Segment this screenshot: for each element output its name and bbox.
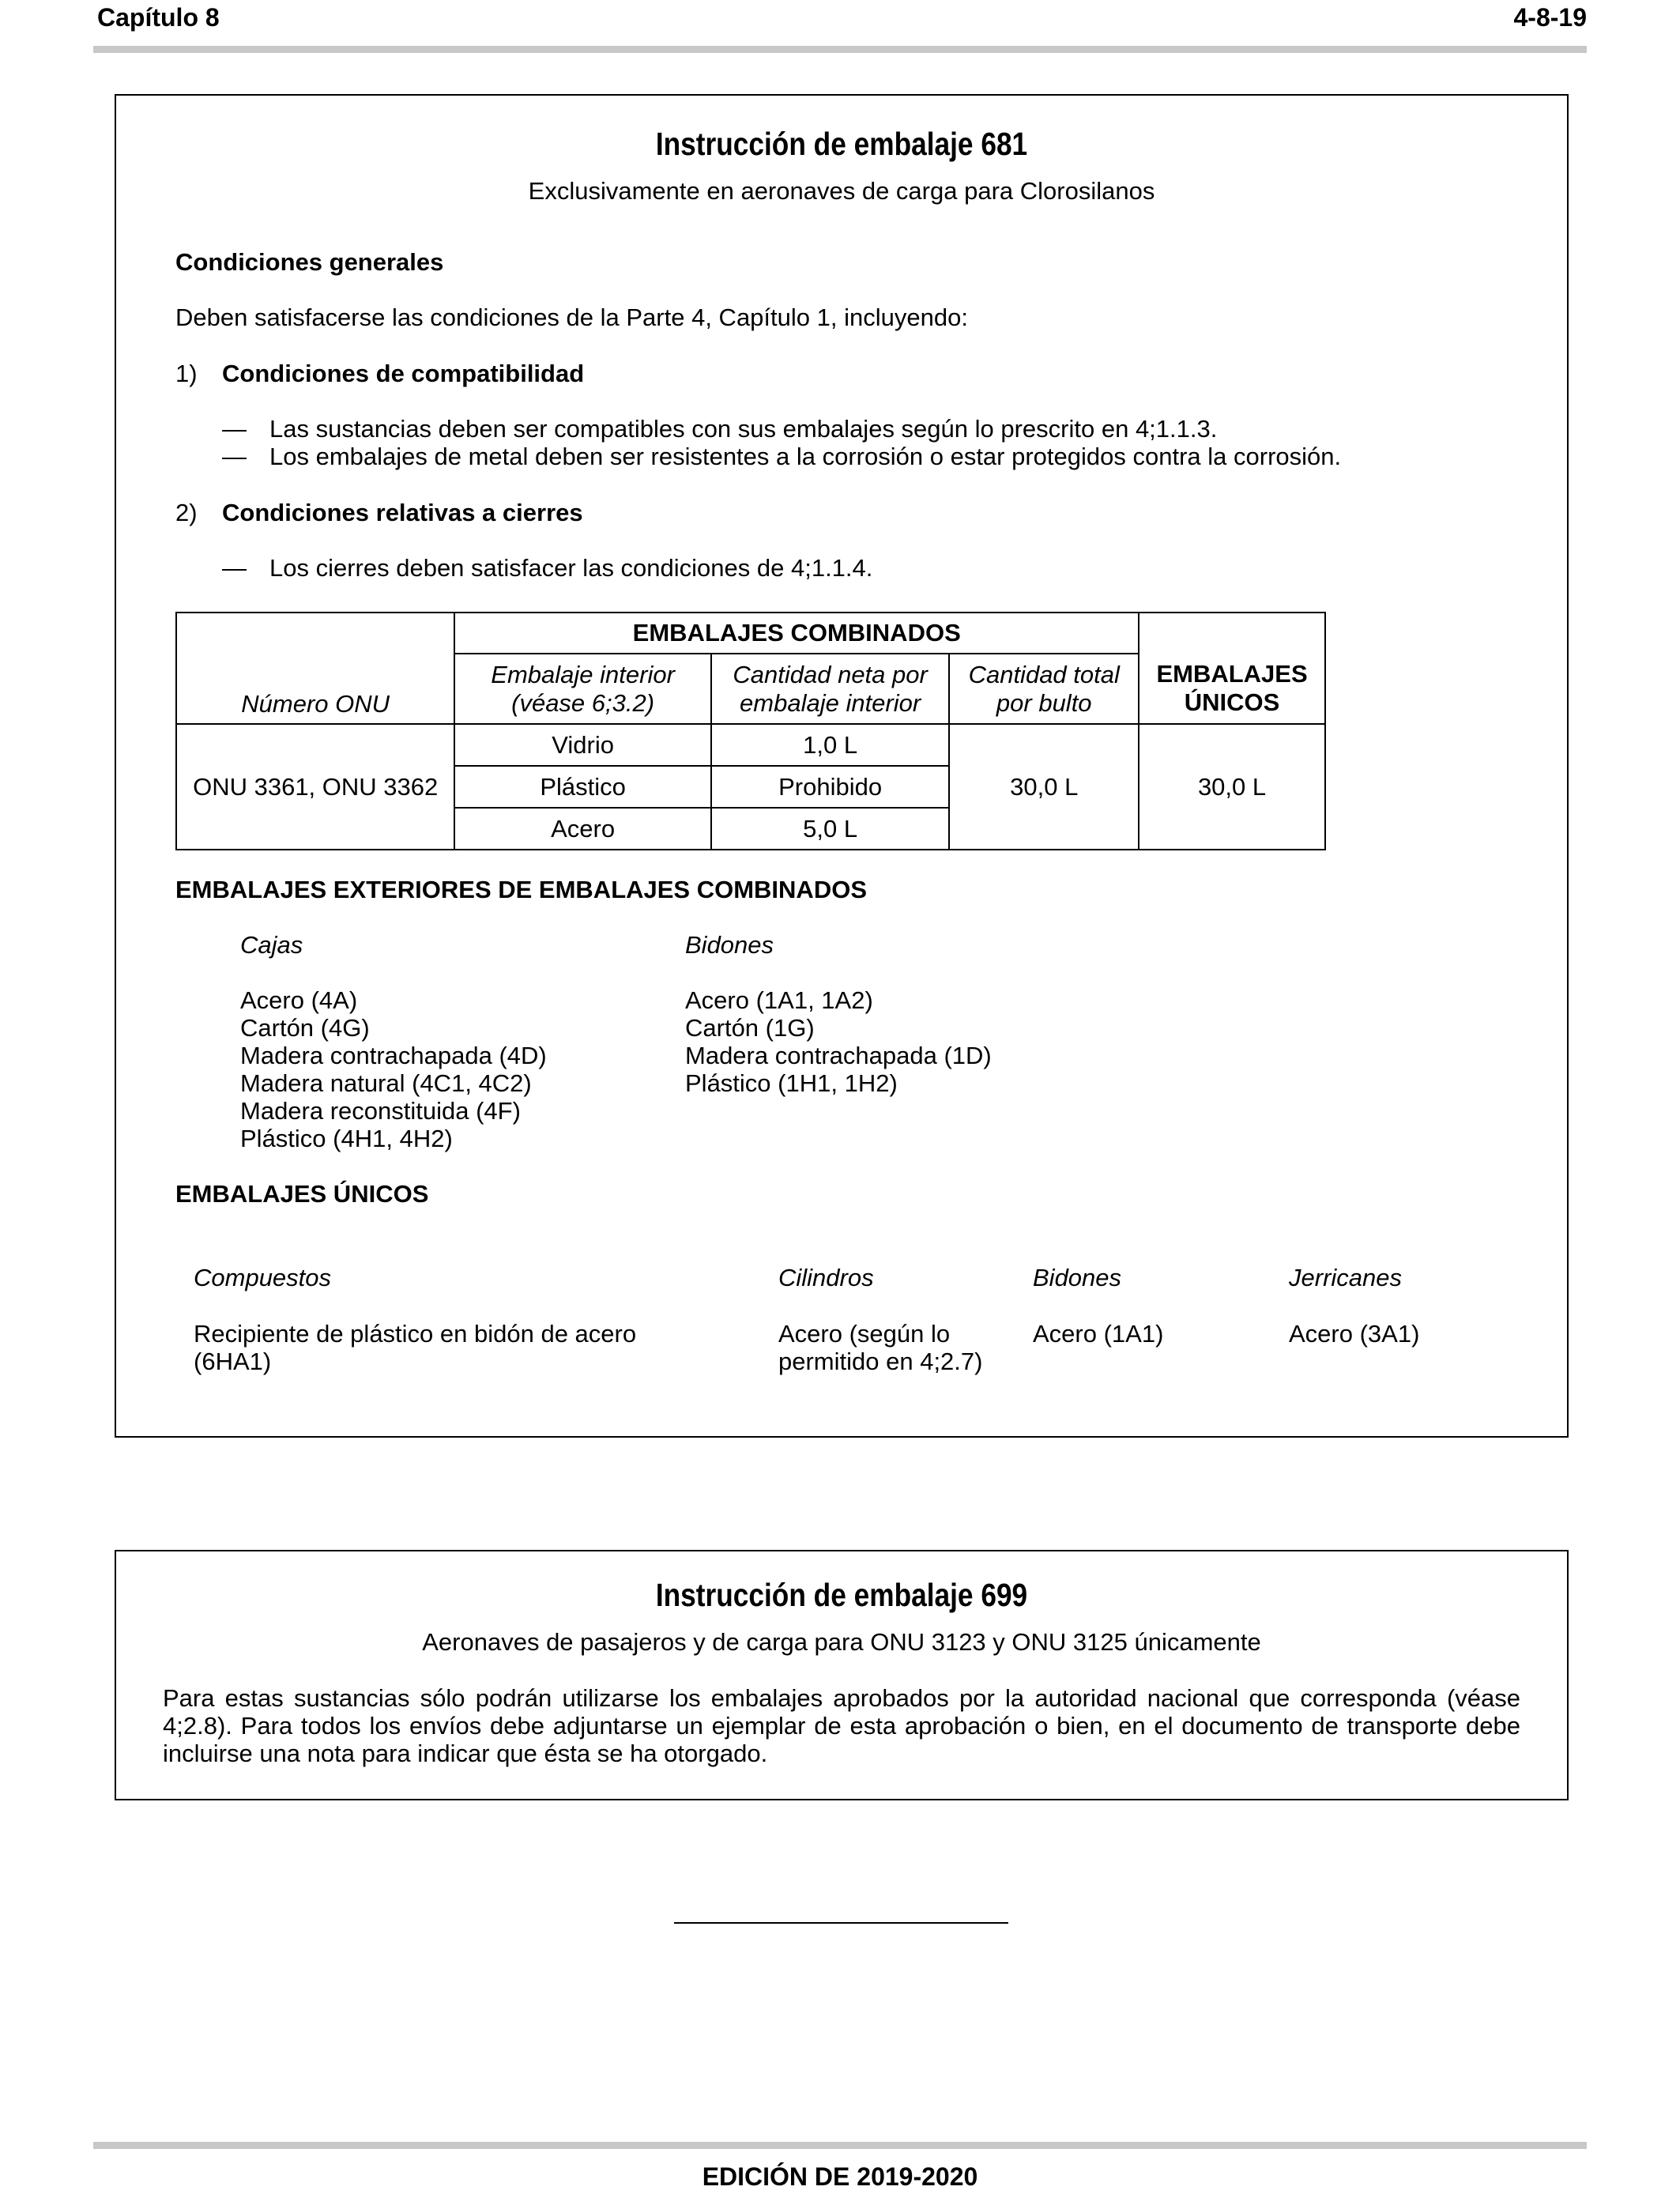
single-packagings-heading: EMBALAJES ÚNICOS bbox=[175, 1180, 429, 1208]
composites-item: Recipiente de plástico en bidón de acero bbox=[194, 1320, 637, 1348]
condition-2-heading: Condiciones relativas a cierres bbox=[222, 499, 583, 526]
drum-item: Acero (1A1, 1A2) bbox=[685, 986, 873, 1014]
jerricans-label: Jerricanes bbox=[1289, 1264, 1402, 1291]
page-number: 4-8-19 bbox=[1513, 3, 1587, 32]
drum-item: Madera contrachapada (1D) bbox=[685, 1042, 992, 1069]
composites-item: (6HA1) bbox=[194, 1348, 272, 1375]
header-line: por bulto bbox=[996, 688, 1092, 717]
boxes-label: Cajas bbox=[240, 931, 303, 959]
cylinders-item: permitido en 4;2.7) bbox=[778, 1348, 983, 1375]
header-line: Cantidad total bbox=[968, 660, 1120, 688]
packing-instruction-699-box bbox=[115, 1550, 1569, 1800]
total-quantity-column-header bbox=[949, 654, 1139, 724]
drum-item: Plástico (1H1, 1H2) bbox=[685, 1069, 898, 1097]
pi699-subtitle: Aeronaves de pasajeros y de carga para ONU 3123 y ONU 3125 únicamente bbox=[422, 1628, 1261, 1656]
footer-rule bbox=[93, 2142, 1587, 2149]
end-separator bbox=[674, 1922, 1008, 1924]
box-item: Plástico (4H1, 4H2) bbox=[240, 1125, 453, 1152]
combined-packagings-header: EMBALAJES COMBINADOS bbox=[454, 613, 1139, 654]
pi699-title: Instrucción de embalaje 699 bbox=[655, 1577, 1028, 1613]
pi681-subtitle: Exclusivamente en aeronaves de carga para Clorosilanos bbox=[528, 177, 1155, 205]
outer-packagings-heading: EMBALAJES EXTERIORES DE EMBALAJES COMBINADOS bbox=[175, 876, 867, 903]
inner-packaging-column-header bbox=[454, 654, 710, 724]
single-packagings-column-header bbox=[1139, 654, 1325, 724]
drum-item: Cartón (1G) bbox=[685, 1014, 815, 1042]
condition-1-item: Los embalajes de metal deben ser resistentes a la corrosión o estar protegidos contra la corrosión. bbox=[269, 443, 1342, 470]
un-number-column-header bbox=[176, 654, 454, 724]
drums-label: Bidones bbox=[685, 931, 774, 959]
pi681-title: Instrucción de embalaje 681 bbox=[655, 126, 1028, 162]
packing-instruction-681-box bbox=[115, 94, 1569, 1438]
general-conditions-text: Deben satisfacerse las condiciones de la Parte 4, Capítulo 1, incluyendo: bbox=[175, 303, 968, 331]
header-line: Cantidad neta por bbox=[733, 660, 928, 688]
header-line: (véase 6;3.2) bbox=[511, 688, 655, 717]
header-line: embalaje interior bbox=[740, 688, 921, 717]
table-header-empty bbox=[1139, 613, 1325, 654]
box-item: Madera natural (4C1, 4C2) bbox=[240, 1069, 532, 1097]
condition-2-item: Los cierres deben satisfacer las condiciones de 4;1.1.4. bbox=[269, 554, 873, 582]
dash-marker: — bbox=[222, 554, 247, 582]
edition-label: EDICIÓN DE 2019-2020 bbox=[702, 2162, 978, 2191]
box-item: Cartón (4G) bbox=[240, 1014, 370, 1042]
condition-1-item: Las sustancias deben ser compatibles con sus embalajes según lo prescrito en 4;1.1.3. bbox=[269, 415, 1218, 443]
condition-2-number: 2) bbox=[175, 499, 198, 526]
net-quantity-cell: 5,0 L bbox=[711, 808, 950, 850]
inner-material-cell: Vidrio bbox=[454, 724, 710, 766]
packing-quantity-table bbox=[175, 612, 1326, 850]
cylinders-label: Cilindros bbox=[778, 1264, 874, 1291]
header-line: EMBALAJES bbox=[1156, 660, 1308, 688]
pi699-text: Para estas sustancias sólo podrán utilizarse los embalajes aprobados por la autoridad nacional que corresponda (véase 4;2.8). Para todos los envíos debe adjuntarse un ejemplar de esta aprobación o bien, en el documento de transporte debe incluirse una nota para indicar que ésta se ha otorgado. bbox=[163, 1684, 1520, 1767]
dash-marker: — bbox=[222, 415, 247, 443]
chapter-label: Capítulo 8 bbox=[97, 3, 220, 32]
box-item: Acero (4A) bbox=[240, 986, 358, 1014]
condition-1-heading: Condiciones de compatibilidad bbox=[222, 360, 585, 387]
un-numbers-cell: ONU 3361, ONU 3362 bbox=[176, 724, 454, 850]
inner-material-cell: Plástico bbox=[454, 766, 710, 808]
single-packaging-quantity-cell: 30,0 L bbox=[1139, 724, 1325, 850]
header-line: ÚNICOS bbox=[1184, 688, 1280, 716]
net-quantity-column-header bbox=[711, 654, 950, 724]
un-number-header-text: Número ONU bbox=[241, 690, 390, 718]
inner-material-cell: Acero bbox=[454, 808, 710, 850]
box-item: Madera contrachapada (4D) bbox=[240, 1042, 547, 1069]
composites-label: Compuestos bbox=[194, 1264, 332, 1291]
box-item: Madera reconstituida (4F) bbox=[240, 1097, 521, 1125]
header-line: Embalaje interior bbox=[491, 660, 675, 688]
net-quantity-cell: Prohibido bbox=[711, 766, 950, 808]
header-rule bbox=[93, 46, 1587, 53]
general-conditions-heading: Condiciones generales bbox=[175, 248, 444, 276]
cylinders-item: Acero (según lo bbox=[778, 1320, 951, 1348]
net-quantity-cell: 1,0 L bbox=[711, 724, 950, 766]
jerricans-item: Acero (3A1) bbox=[1289, 1320, 1420, 1348]
condition-1-number: 1) bbox=[175, 360, 198, 387]
single-drums-label: Bidones bbox=[1033, 1264, 1122, 1291]
dash-marker: — bbox=[222, 443, 247, 470]
table-header-empty bbox=[176, 613, 454, 654]
total-per-package-cell: 30,0 L bbox=[949, 724, 1139, 850]
single-drums-item: Acero (1A1) bbox=[1033, 1320, 1164, 1348]
